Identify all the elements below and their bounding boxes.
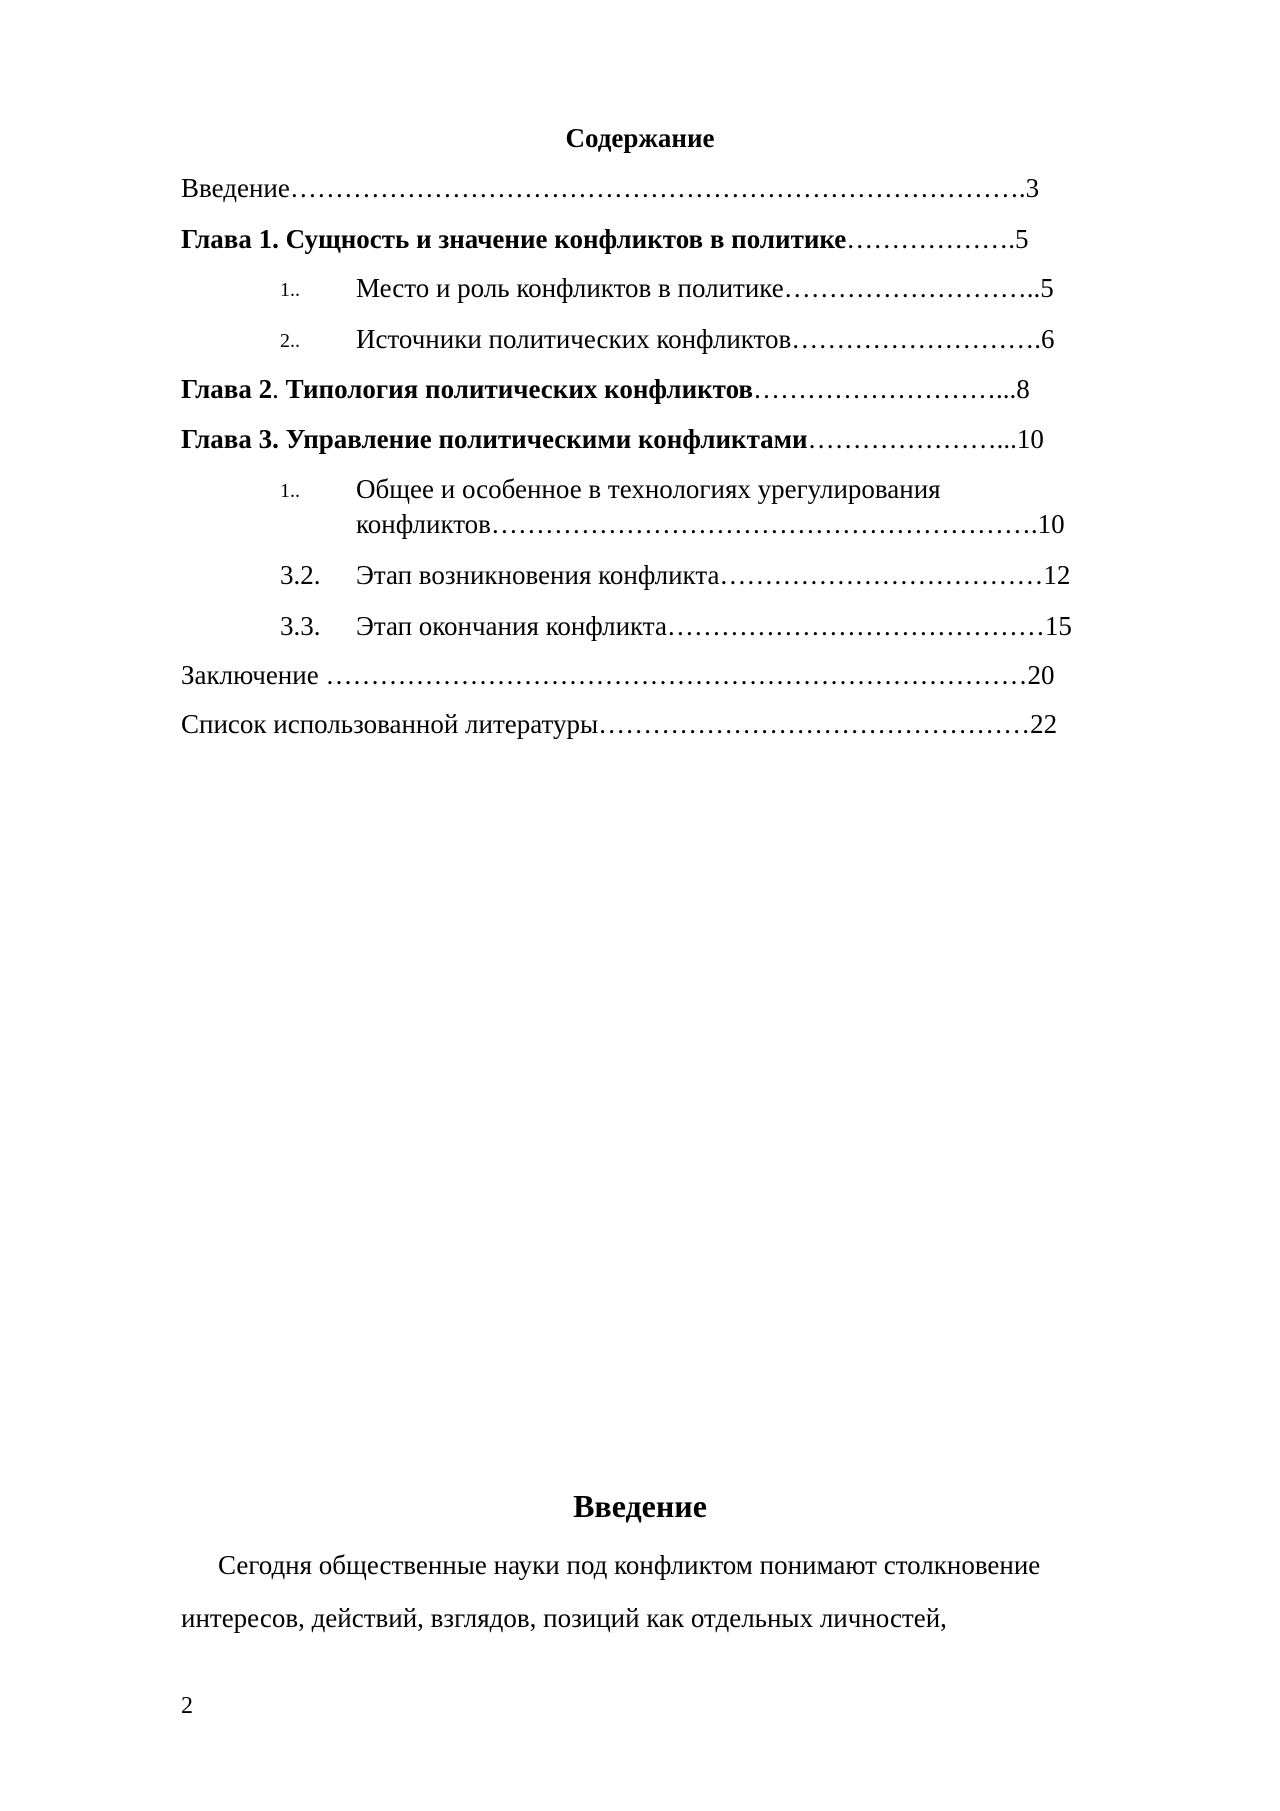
toc-item-3-1-line-1[interactable]: Общее и особенное в технологиях урегулирования xyxy=(356,474,941,504)
toc-item-introduction[interactable]: Введение……………………………………………………………………….3 xyxy=(181,173,1040,203)
toc-sub-1-2-number: 2.. xyxy=(280,330,300,352)
toc-item-3-3[interactable]: Этап окончания конфликта……………………………………15 xyxy=(356,611,1072,641)
toc-item-1-1[interactable]: Место и роль конфликтов в политике………………………..5 xyxy=(356,273,1054,303)
toc-sub-1-1-number: 1.. xyxy=(280,279,300,301)
toc-item-conclusion[interactable]: Заключение ……………………………………………………………………20 xyxy=(181,660,1055,690)
toc-item-chapter-3[interactable] xyxy=(181,421,1044,457)
page-number: 2 xyxy=(181,1693,193,1719)
chapter-2-label: Глава 2 xyxy=(181,374,273,404)
chapter-2-leader: ………………………...8 xyxy=(753,374,1030,404)
introduction-heading: Введение xyxy=(573,1488,707,1524)
introduction-paragraph-line-2: интересов, действий, взглядов, позиций как отдельных личностей, xyxy=(181,1603,947,1633)
toc-item-chapter-1[interactable] xyxy=(181,221,1029,257)
toc-sub-3-2-number: 3.2. xyxy=(280,560,321,590)
toc-item-references[interactable]: Список использованной литературы…………………………………………22 xyxy=(181,709,1058,739)
chapter-2-title: Типология политических конфликтов xyxy=(285,374,753,404)
toc-sub-3-3-number: 3.3. xyxy=(280,611,321,641)
chapter-3-leader: …………………...10 xyxy=(807,424,1044,454)
chapter-2-separator: . xyxy=(272,374,286,404)
toc-title: Содержание xyxy=(565,123,715,153)
introduction-paragraph-line-1: Сегодня общественные науки под конфликтом понимают столкновение xyxy=(218,1550,1041,1580)
toc-item-chapter-2[interactable] xyxy=(181,371,1030,407)
toc-sub-3-1-number: 1.. xyxy=(280,480,300,502)
chapter-1-title: Глава 1. Сущность и значение конфликтов в политике xyxy=(181,224,847,254)
toc-item-3-2[interactable]: Этап возникновения конфликта………………………………12 xyxy=(356,560,1071,590)
toc-item-3-1-line-2[interactable]: конфликтов…………………………………………………….10 xyxy=(356,509,1065,539)
toc-item-1-2[interactable]: Источники политических конфликтов……………………….6 xyxy=(356,324,1055,354)
chapter-3-title: Глава 3. Управление политическими конфликтами xyxy=(181,424,808,454)
chapter-1-leader: ……………….5 xyxy=(846,224,1029,254)
